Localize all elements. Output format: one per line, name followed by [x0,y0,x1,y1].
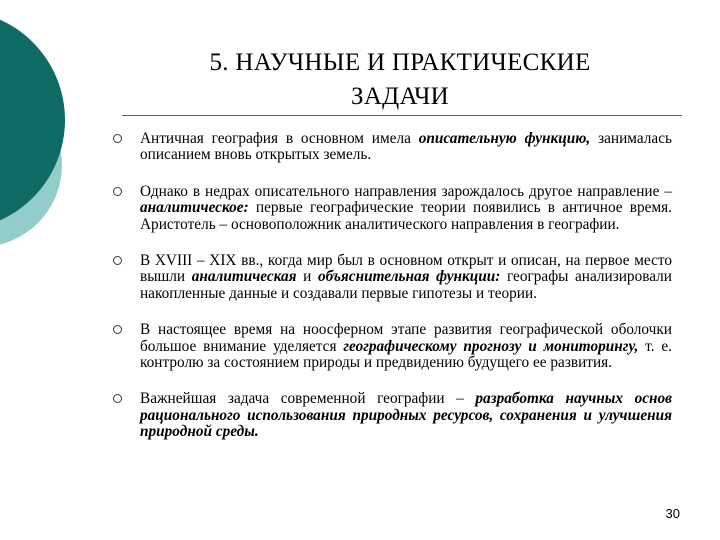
bullet-emphasis: объяснительная функции: [317,268,501,286]
slide-title-line-2: ЗАДАЧИ [351,83,449,110]
bullet-text: географы анализировали накопленные данные и создавали первые гипотезы и теории. [140,268,672,302]
bullet-text: В настоящее время на ноосферном этапе развития географической оболочки большое внимание уделяется [140,321,672,355]
bullet-circle-icon [113,187,122,196]
page-number: 30 [665,506,680,521]
bullet-circle-icon [113,325,122,334]
bullet-text: Важнейшая задача современной географии – [140,390,476,408]
bullet-emphasis: описательную функцию, [418,130,591,147]
slide-title [120,46,680,114]
dark-teal-circle [0,10,65,230]
bullet-text: В XVIII – XIX вв., когда мир был в основном открыт и описан, на первое место вышли [140,252,672,286]
decorative-teal-arcs [0,0,110,300]
bullet-text: занималась описанием вновь открытых земель. [140,130,672,164]
bullet-circle-icon [113,394,122,403]
bullet-emphasis: разработка научных основ рационального использования природных ресурсов, сохранения и улучшения природной среды. [140,390,672,441]
bullet-emphasis: аналитическая [191,268,297,286]
bullet-circle-icon [113,134,122,143]
slide-title-line-1: 5. НАУЧНЫЕ И ПРАКТИЧЕСКИЕ [209,49,591,76]
bullet-circle-icon [113,256,122,265]
bullet-text: и [296,268,318,286]
bullet-item [110,253,672,302]
bullet-list [110,131,672,461]
bullet-item [110,184,672,233]
light-teal-circle [0,83,62,247]
bullet-item [110,131,672,164]
bullet-text: Однако в недрах описательного направления зарождалось другое направление – [140,182,672,200]
bullet-emphasis: географическому прогнозу и мониторингу, [343,337,639,355]
title-divider [122,115,682,116]
bullet-item [110,391,672,440]
bullet-text: первые географические теории появились в античное время. Аристотель – основоположник аналитического направления в географии. [140,199,672,233]
bullet-text: т. е. контролю за состоянием природы и предвидению будущего ее развития. [140,337,672,372]
bullet-emphasis: аналитическое: [140,199,249,217]
bullet-text: Античная география в основном имела [140,130,419,147]
bullet-item [110,322,672,371]
